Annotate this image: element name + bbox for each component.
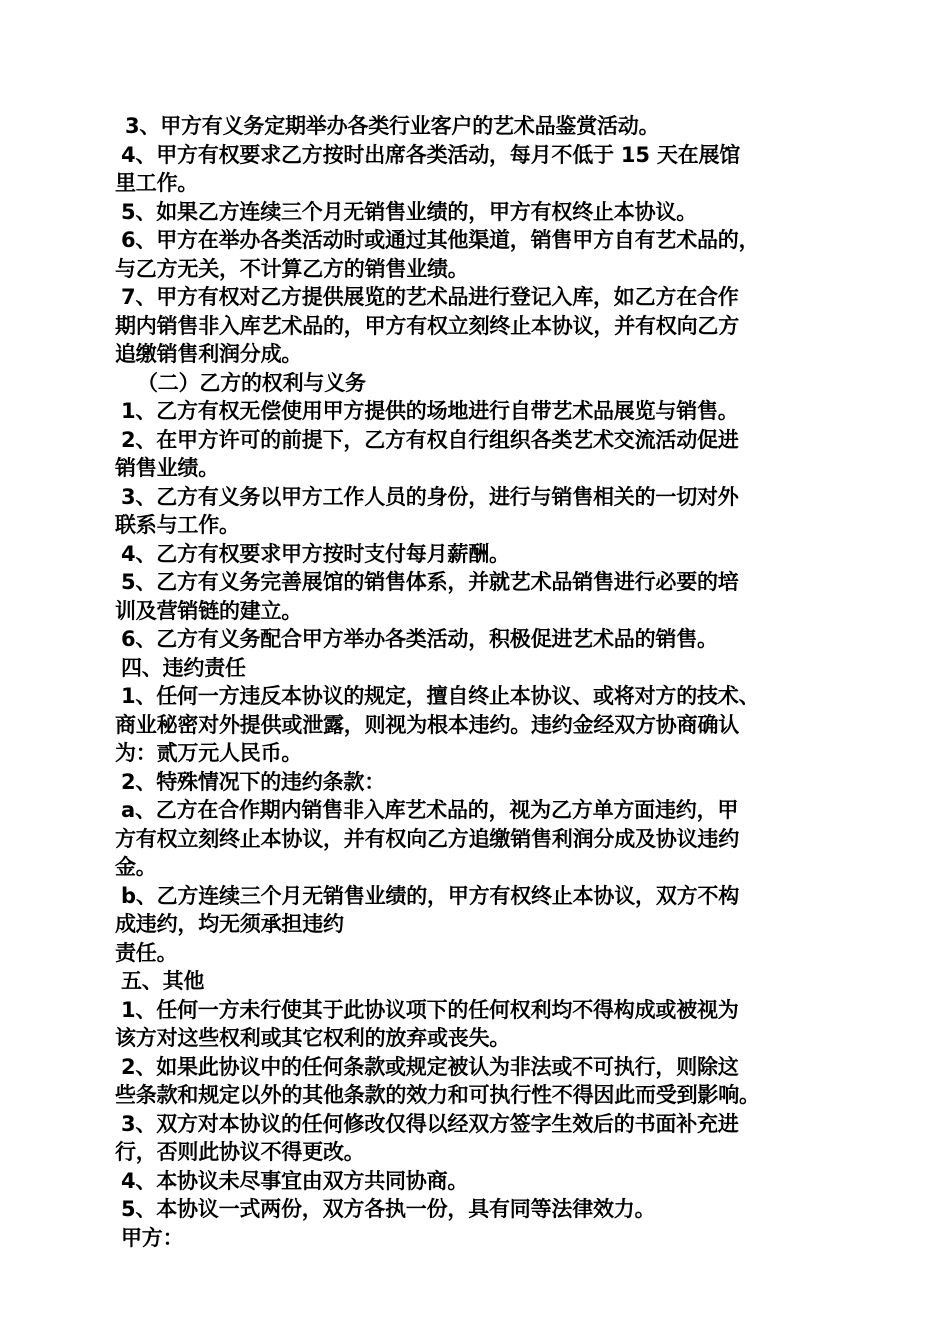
paragraph-line: 3、甲方有义务定期举办各类行业客户的艺术品鉴赏活动。 [125, 114, 660, 138]
paragraph-line: 2、在甲方许可的前提下，乙方有权自行组织各类艺术交流活动促进 [121, 427, 739, 452]
paragraph-line: 6、乙方有义务配合甲方举办各类活动，积极促进艺术品的销售。 [121, 627, 718, 651]
paragraph-line: 训及营销链的建立。 [115, 598, 303, 623]
paragraph-line: 追缴销售利润分成。 [115, 342, 303, 366]
paragraph-line: 1、乙方有权无偿使用甲方提供的场地进行自带艺术品展览与销售。 [121, 399, 739, 423]
section-heading: 五、其他 [121, 969, 205, 993]
paragraph-line: 方有权立刻终止本协议，并有权向乙方追缴销售利润分成及协议违约 [115, 826, 739, 851]
paragraph-line: 金。 [115, 855, 157, 879]
paragraph-line: 4、甲方有权要求乙方按时出席各类活动，每月不低于 15 天在展馆 [121, 142, 741, 167]
paragraph-line: 5、乙方有义务完善展馆的销售体系，并就艺术品销售进行必要的培 [121, 570, 739, 594]
paragraph-line: 7、甲方有权对乙方提供展览的艺术品进行登记入库，如乙方在合作 [121, 285, 739, 309]
paragraph-line: 为：贰万元人民币。 [115, 741, 303, 765]
signature-label: 甲方： [121, 1225, 184, 1250]
paragraph-line: 商业秘密对外提供或泄露，则视为根本违约。违约金经双方协商确认 [115, 712, 739, 737]
paragraph-line: 1、任何一方未行使其于此协议项下的任何权利均不得构成或被视为 [121, 997, 739, 1022]
paragraph-line: 联系与工作。 [115, 513, 240, 537]
paragraph-line: 2、特殊情况下的违约条款： [121, 769, 386, 794]
paragraph-line: 里工作。 [115, 171, 199, 195]
paragraph-line: 销售业绩。 [115, 456, 219, 480]
paragraph-line: 3、乙方有义务以甲方工作人员的身份，进行与销售相关的一切对外 [121, 484, 739, 509]
paragraph-line: 5、本协议一式两份，双方各执一份，具有同等法律效力。 [121, 1197, 656, 1221]
paragraph-line: 责任。 [115, 940, 178, 965]
paragraph-line: 成违约，均无须承担违约 [115, 912, 344, 936]
paragraph-line: b、乙方连续三个月无销售业绩的，甲方有权终止本协议，双方不构 [121, 883, 740, 908]
paragraph-line: 1、任何一方违反本协议的规定，擅自终止本协议、或将对方的技术、 [121, 684, 760, 708]
paragraph-line: 该方对这些权利或其它权利的放弃或丧失。 [115, 1026, 511, 1050]
paragraph-line: 4、乙方有权要求甲方按时支付每月薪酬。 [121, 541, 510, 566]
paragraph-line: 2、如果此协议中的任何条款或规定被认为非法或不可执行，则除这 [121, 1054, 739, 1079]
document-body [115, 112, 845, 1252]
paragraph-line: 些条款和规定以外的其他条款的效力和可执行性不得因此而受到影响。 [115, 1083, 760, 1107]
section-heading: 四、违约责任 [121, 655, 246, 680]
paragraph-line: 与乙方无关，不计算乙方的销售业绩。 [115, 256, 469, 281]
paragraph-line: 行，否则此协议不得更改。 [115, 1140, 365, 1164]
paragraph-line: 6、甲方在举办各类活动时或通过其他渠道，销售甲方自有艺术品的， [121, 228, 760, 252]
section-heading: （二）乙方的权利与义务 [137, 370, 366, 395]
paragraph-line: 5、如果乙方连续三个月无销售业绩的，甲方有权终止本协议。 [121, 199, 698, 224]
paragraph-line: 期内销售非入库艺术品的，甲方有权立刻终止本协议，并有权向乙方 [115, 313, 739, 338]
paragraph-line: 3、双方对本协议的任何修改仅得以经双方签字生效后的书面补充进 [121, 1111, 739, 1136]
paragraph-line: a、乙方在合作期内销售非入库艺术品的，视为乙方单方面违约，甲 [121, 798, 739, 822]
paragraph-line: 4、本协议未尽事宜由双方共同协商。 [121, 1168, 469, 1193]
